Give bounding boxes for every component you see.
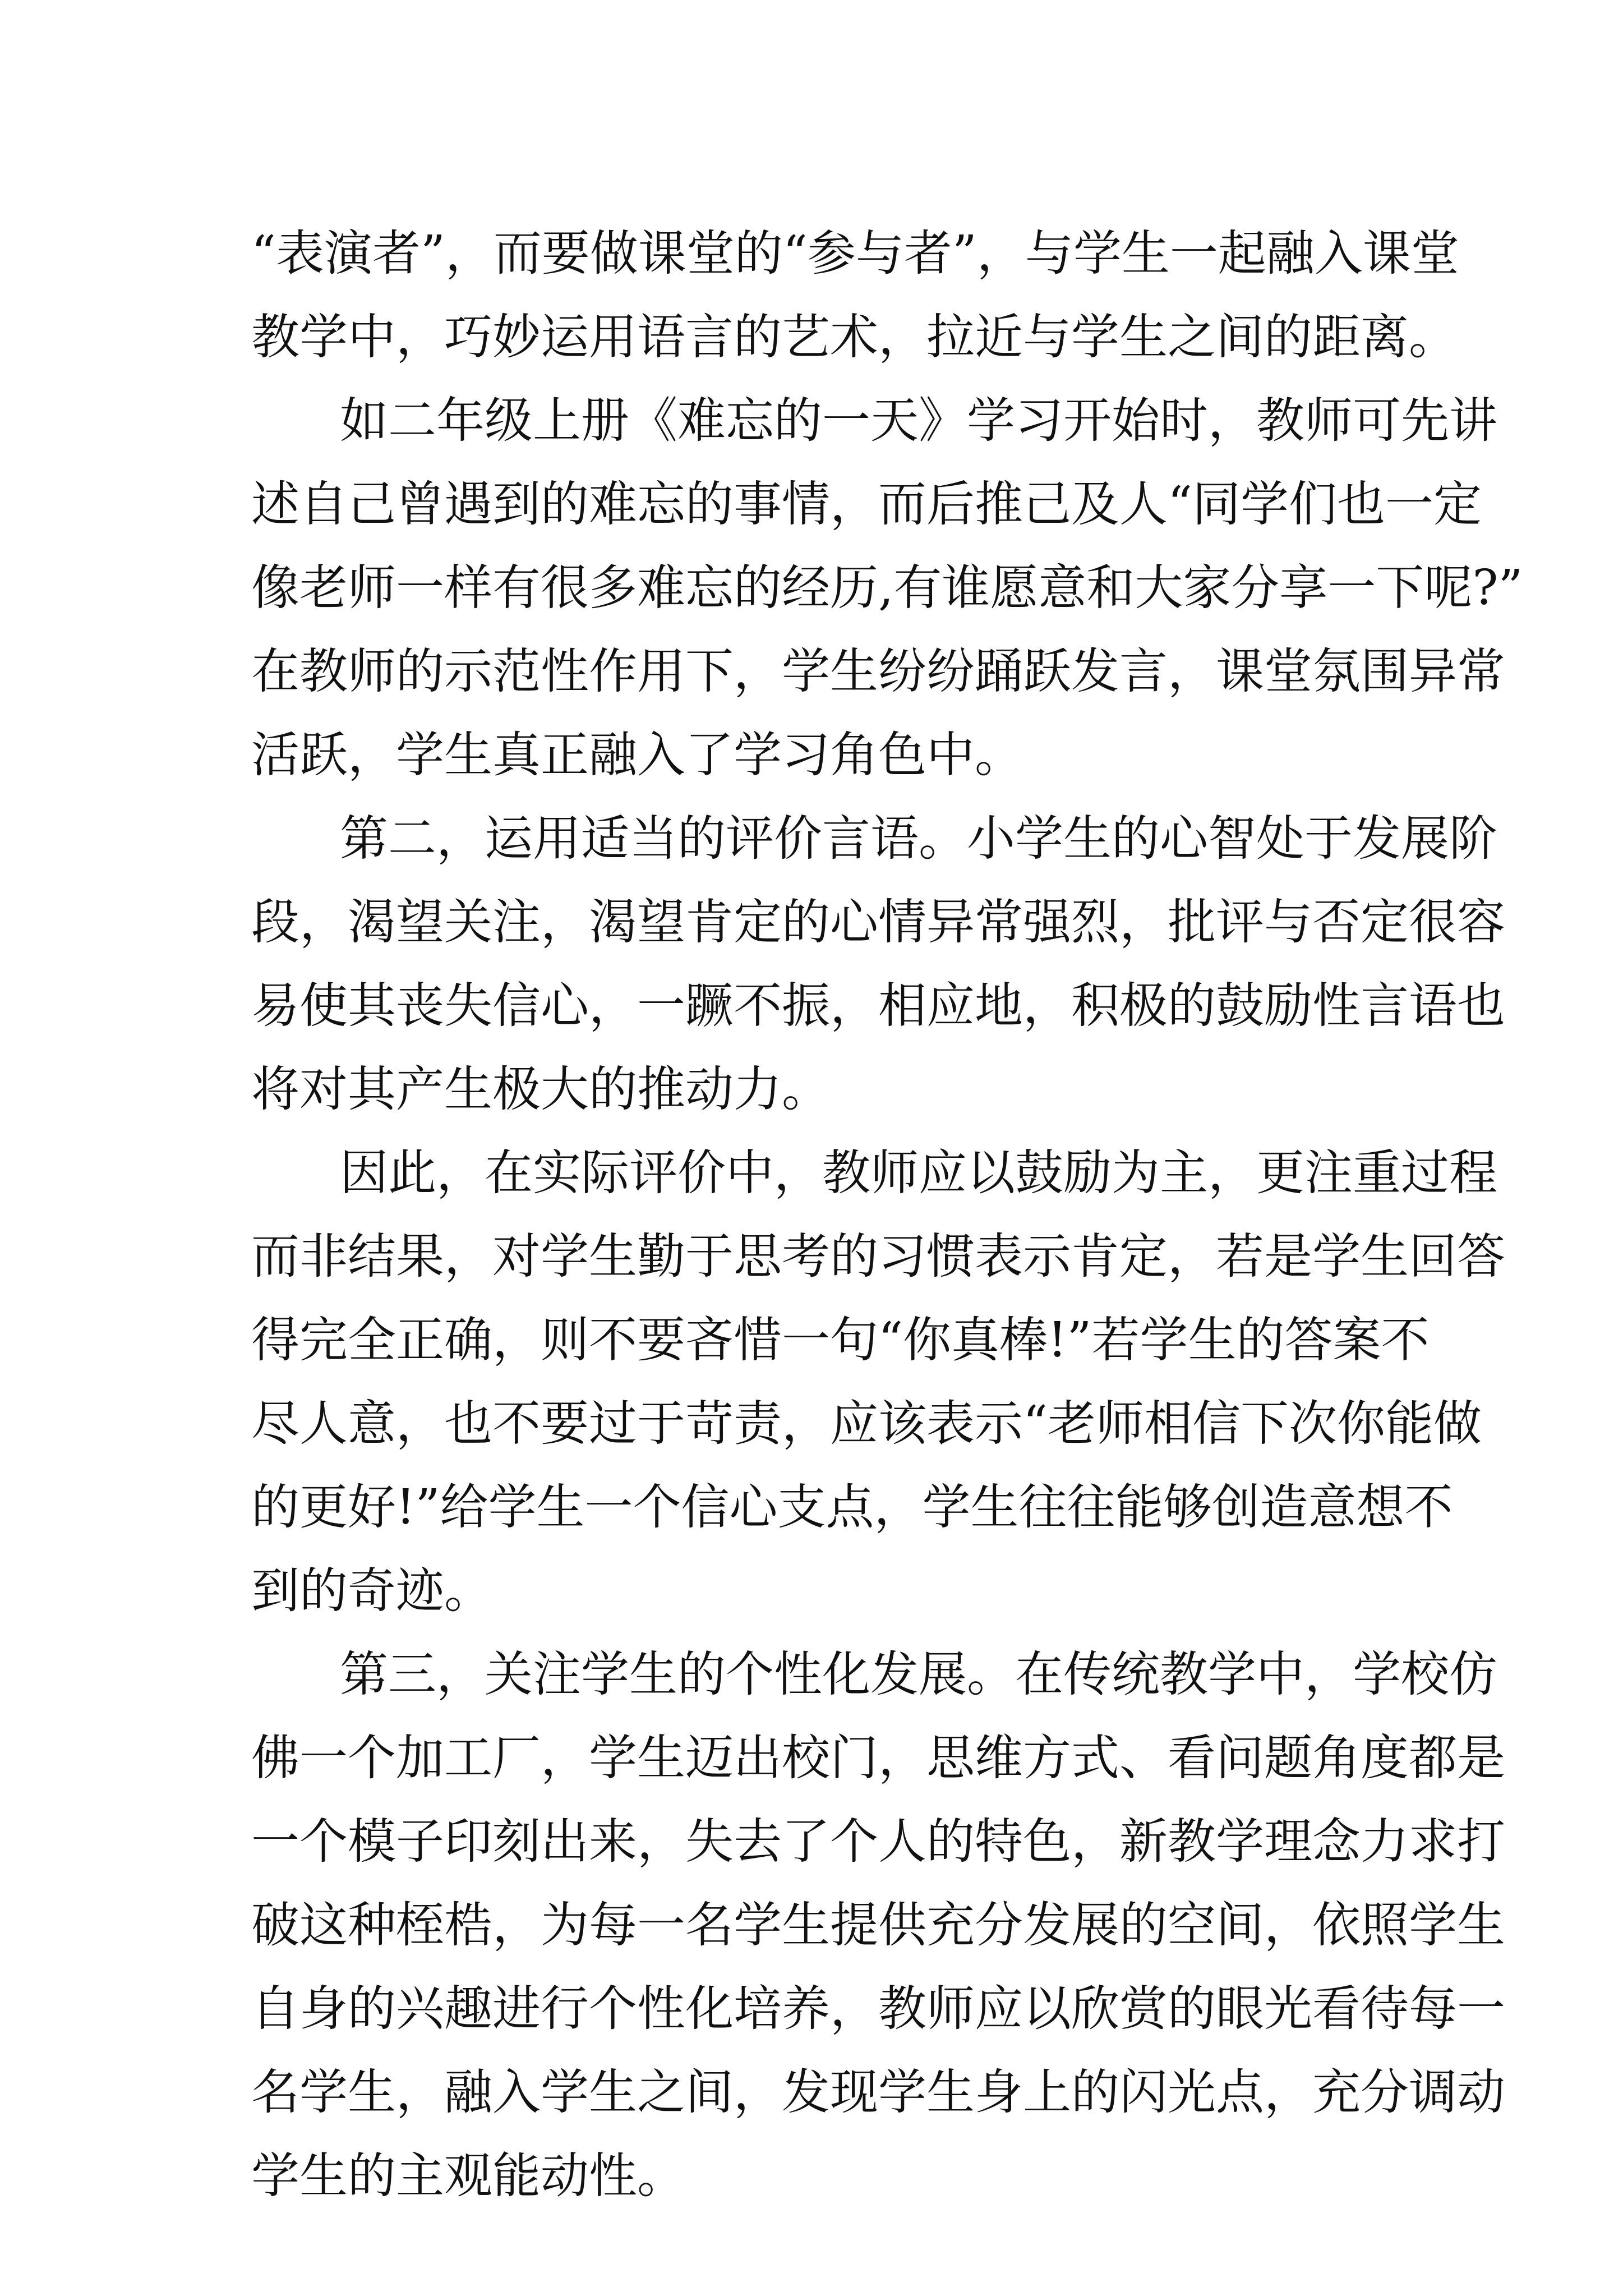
text-line: 而非结果，对学生勤于思考的习惯表示肯定，若是学生回答 [251,1228,1505,1285]
text-line: 到的奇迹。 [251,1563,492,1619]
text-line: 像老师一样有很多难忘的经历,有谁愿意和大家分享一下呢?” [251,560,1523,616]
text-line: 名学生，融入学生之间，发现学生身上的闪光点，充分调动 [251,2064,1505,2120]
text-line: 破这种桎梏，为每一名学生提供充分发展的空间，依照学生 [251,1897,1505,1953]
text-line: 第三，关注学生的个性化发展。在传统教学中，学校仿 [340,1646,1497,1703]
paragraph-3 [251,797,1505,1131]
text-line: 述自己曾遇到的难忘的事情，而后推己及人“同学们也一定 [251,476,1482,532]
paragraph-5 [251,1633,1505,2218]
text-line: 将对其产生极大的推动力。 [251,1061,830,1117]
text-line: 学生的主观能动性。 [251,2148,685,2204]
text-line: 易使其丧失信心，一蹶不振，相应地，积极的鼓励性言语也 [251,978,1505,1034]
text-line: 得完全正确，则不要吝惜一句“你真棒!”若学生的答案不 [251,1312,1430,1368]
text-line: 因此，在实际评价中，教师应以鼓励为主，更注重过程 [340,1145,1497,1201]
paragraph-2 [251,379,1523,797]
text-line: 如二年级上册《难忘的一天》学习开始时，教师可先讲 [340,393,1497,449]
text-line: 自身的兴趣进行个性化培养，教师应以欣赏的眼光看待每一 [251,1981,1505,2037]
text-line: 教学中，巧妙运用语言的艺术，拉近与学生之间的距离。 [251,309,1457,365]
text-line: 段，渴望关注，渴望肯定的心情异常强烈，批评与否定很容 [251,894,1505,950]
text-line: 尽人意，也不要过于苛责，应该表示“老师相信下次你能做 [251,1396,1482,1452]
text-line: 活跃，学生真正融入了学习角色中。 [251,727,1023,783]
text-line: 一个模子印刻出来，失去了个人的特色，新教学理念力求打 [251,1814,1505,1870]
paragraph-4 [251,1131,1505,1633]
text-line: 的更好!”给学生一个信心支点，学生往往能够创造意想不 [251,1479,1453,1535]
text-line: “表演者”，而要做课堂的“参与者”，与学生一起融入课堂 [251,226,1459,282]
text-line: 第二，运用适当的评价言语。小学生的心智处于发展阶 [340,811,1497,867]
document-body [251,212,1523,2218]
paragraph-1 [251,212,1459,379]
text-line: 佛一个加工厂，学生迈出校门，思维方式、看问题角度都是 [251,1730,1505,1786]
text-line: 在教师的示范性作用下，学生纷纷踊跃发言，课堂氛围异常 [251,643,1505,700]
